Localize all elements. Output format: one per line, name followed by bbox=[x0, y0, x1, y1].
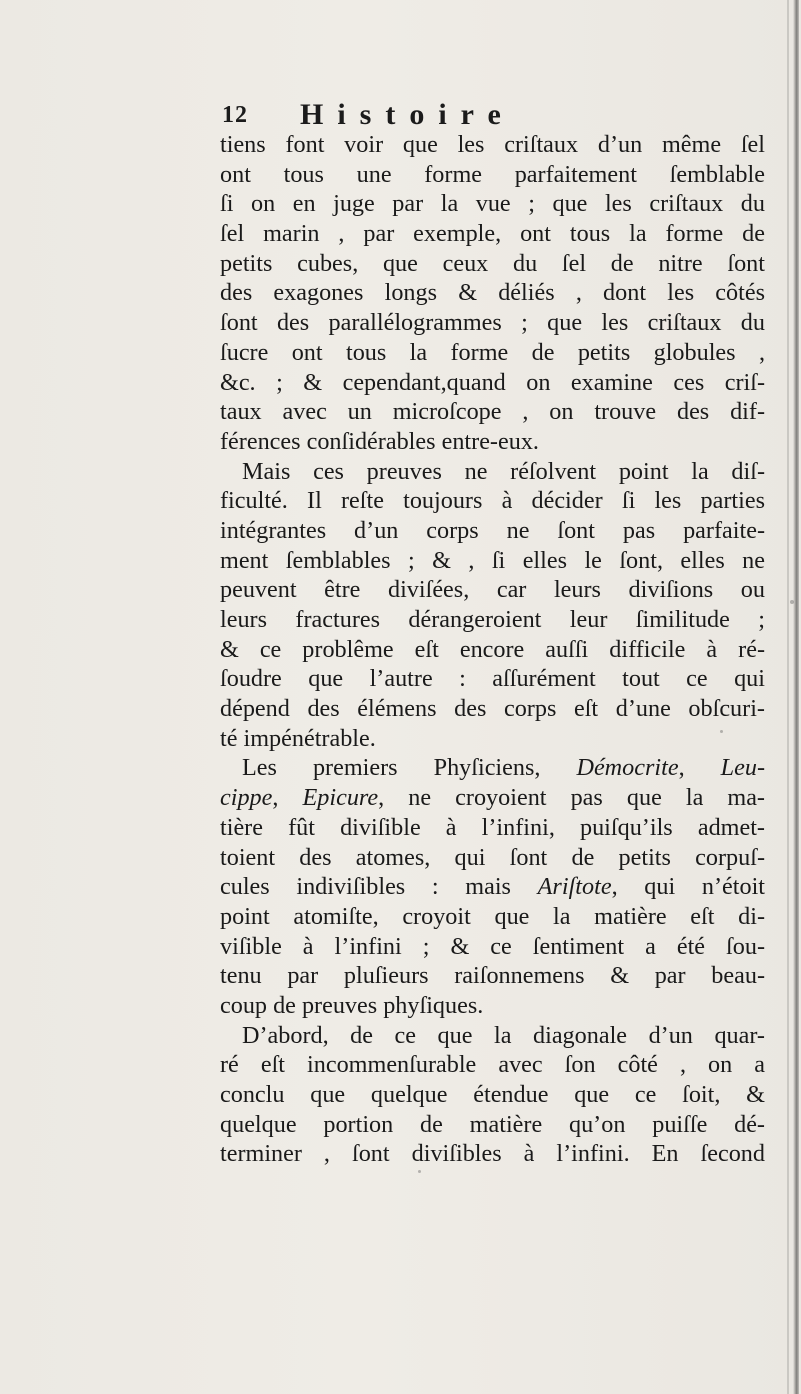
text-run: , ne croyoient pas que la ma- bbox=[378, 784, 765, 812]
text-line: ſont des parallélogrammes ; que les criſtaux du bbox=[220, 309, 765, 337]
text-run: Les premiers Phyſiciens, bbox=[242, 754, 577, 782]
text-line: intégrantes d’un corps ne ſont pas parfaite- bbox=[220, 516, 765, 544]
text-run: , bbox=[678, 754, 721, 782]
text-line: ré eſt incommenſurable avec ſon côté , on a bbox=[220, 1051, 765, 1079]
running-title: Histoire bbox=[300, 98, 515, 131]
name-aristote: Ariſtote bbox=[537, 873, 612, 901]
text-line: ſucre ont tous la forme de petits globules , bbox=[220, 338, 765, 366]
text-run: cules indiviſibles : mais bbox=[220, 873, 538, 901]
page-edge-line bbox=[787, 0, 789, 1394]
text-line: toient des atomes, qui ſont de petits corpuſ- bbox=[220, 843, 765, 871]
name-democrite: Démocrite bbox=[576, 754, 679, 782]
text-line: Mais ces preuves ne réſolvent point la diſ- bbox=[242, 457, 765, 485]
page-edge-shadow bbox=[793, 0, 799, 1394]
text-line bbox=[220, 753, 765, 783]
text-line: D’abord, de ce que la diagonale d’un quar- bbox=[242, 1021, 765, 1049]
text-line: ficulté. Il reſte toujours à décider ſi les parties bbox=[220, 487, 765, 515]
text-line: tière fût diviſible à l’infini, puiſqu’ils admet- bbox=[220, 813, 765, 841]
text-line: férences conſidérables entre-eux. bbox=[220, 427, 539, 455]
ink-speck bbox=[790, 600, 794, 604]
ink-speck bbox=[418, 1170, 421, 1173]
text-line: viſible à l’infini ; & ce ſentiment a été ſou- bbox=[220, 932, 765, 960]
text-line: ſel marin , par exemple, ont tous la forme de bbox=[220, 220, 765, 248]
page-number: 12 bbox=[222, 102, 248, 128]
text-line bbox=[220, 783, 765, 813]
name-leucippe-part: Leu- bbox=[720, 754, 766, 782]
text-line: ſi on en juge par la vue ; que les criſtaux du bbox=[220, 190, 765, 218]
text-line: des exagones longs & déliés , dont les côtés bbox=[220, 279, 765, 307]
text-line bbox=[220, 872, 765, 902]
text-line: terminer , ſont diviſibles à l’infini. En ſecond bbox=[220, 1140, 765, 1168]
name-epicure: Epicure bbox=[302, 784, 379, 812]
text-line: leurs fractures dérangeroient leur ſimilitude ; bbox=[220, 606, 765, 633]
text-line: ſoudre que l’autre : aſſurément tout ce qui bbox=[220, 665, 765, 693]
text-line: & ce problême eſt encore auſſi difficile à ré- bbox=[220, 635, 765, 663]
text-line: dépend des élémens des corps eſt d’une obſcuri- bbox=[220, 695, 765, 723]
text-line: petits cubes, que ceux du ſel de nitre ſont bbox=[220, 249, 765, 277]
text-line: tiens font voir que les criſtaux d’un même ſel bbox=[220, 131, 765, 158]
text-line: ment ſemblables ; & , ſi elles le ſont, elles ne bbox=[220, 546, 765, 574]
text-run: , qui n’étoit bbox=[611, 873, 766, 901]
text-line: point atomiſte, croyoit que la matière eſt di- bbox=[220, 902, 765, 930]
text-run: , bbox=[272, 784, 303, 812]
text-line: conclu que quelque étendue que ce ſoit, & bbox=[220, 1081, 765, 1108]
text-line: ont tous une forme parfaitement ſemblable bbox=[220, 160, 765, 188]
name-leucippe-part: cippe bbox=[220, 784, 273, 812]
text-line: coup de preuves phyſiques. bbox=[220, 991, 484, 1019]
text-line: taux avec un microſcope , on trouve des dif- bbox=[220, 398, 765, 426]
text-line: quelque portion de matière qu’on puiſſe dé- bbox=[220, 1110, 765, 1138]
body-text bbox=[220, 130, 765, 1169]
text-line: tenu par pluſieurs raiſonnemens & par beau- bbox=[220, 962, 765, 990]
text-line: té impénétrable. bbox=[220, 724, 376, 752]
text-line: &c. ; & cependant,quand on examine ces criſ- bbox=[220, 368, 765, 396]
text-line: peuvent être diviſées, car leurs diviſions ou bbox=[220, 576, 765, 604]
